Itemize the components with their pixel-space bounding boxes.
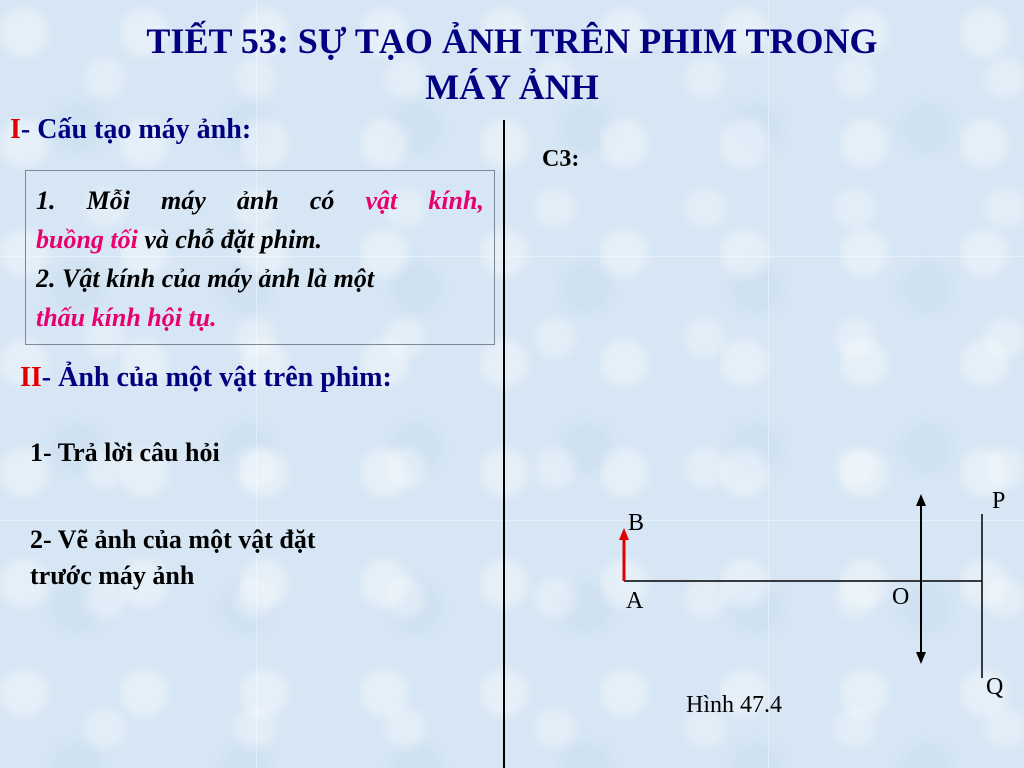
section-2-number: II	[20, 362, 42, 393]
section-1-number: I	[10, 114, 21, 145]
label-q: Q	[986, 674, 1004, 700]
label-o: O	[892, 584, 910, 610]
box-highlight-converging-lens: thấu kính hội tụ.	[36, 303, 217, 332]
section-2-text: - Ảnh của một vật trên phim:	[41, 362, 392, 393]
section-1-text: - Cấu tạo máy ảnh:	[20, 114, 252, 145]
title-line-2: MÁY ẢNH	[425, 67, 599, 107]
figure-caption: Hình 47.4	[686, 692, 782, 718]
label-p: P	[992, 488, 1006, 514]
title-line-1: TIẾT 53: SỰ TẠO ẢNH TRÊN PHIM TRONG	[146, 21, 878, 61]
label-a: A	[626, 588, 644, 614]
item-1-answer-questions: 1- Trả lời câu hỏi	[30, 438, 220, 467]
lens-bottom-arrowhead	[916, 652, 926, 664]
box-highlight-darkroom: buồng tối	[36, 225, 138, 254]
lens-top-arrowhead	[916, 494, 926, 506]
box-text: và chỗ đặt phim.	[137, 225, 323, 254]
item-2-line-1: 2- Vẽ ảnh của một vật đặt	[30, 525, 316, 554]
question-c3-label: C3:	[542, 146, 580, 172]
box-highlight-lens: vật kính,	[365, 186, 484, 215]
box-text: 1. Mỗi máy ảnh có	[36, 186, 366, 215]
box-line-3: 2. Vật kính của máy ảnh là một	[36, 264, 375, 293]
label-b: B	[628, 510, 645, 536]
item-2-line-2: trước máy ảnh	[30, 561, 195, 590]
